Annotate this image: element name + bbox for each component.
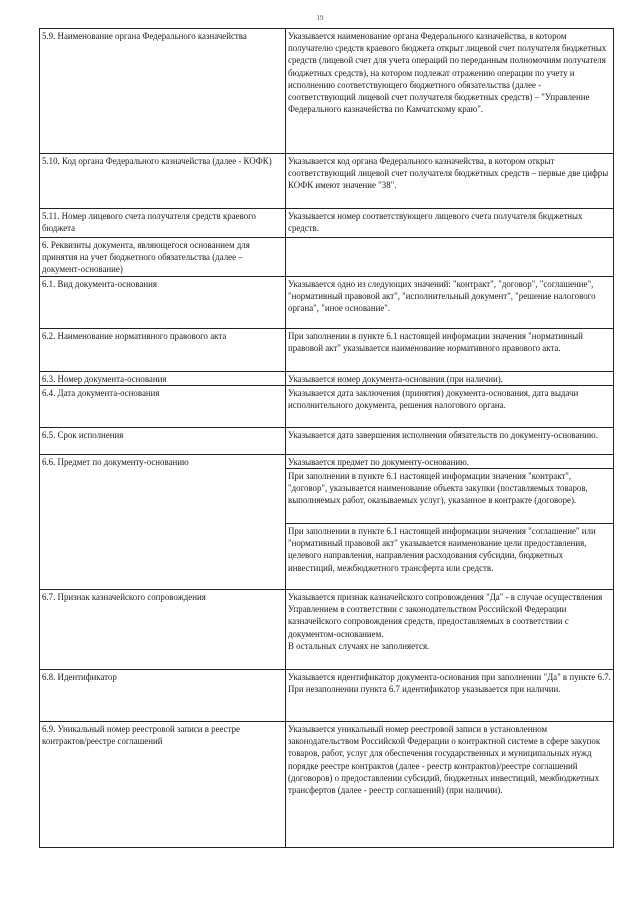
field-name-cell: 5.9. Наименование органа Федерального казначейства xyxy=(40,29,286,154)
field-description-cell: Указывается номер соответствующего лицевого счета получателя бюджетных средств. xyxy=(286,209,614,238)
page-number: 19 xyxy=(316,14,324,22)
field-name-cell: 6.8. Идентификатор xyxy=(40,670,286,722)
field-description-cell: Указывается код органа Федерального казначейства, в котором открыт соответствующий лицевой счет получателя бюджетных средств – первые две цифры КОФК имеют значение "38". xyxy=(286,154,614,209)
field-name-cell: 6.3. Номер документа-основания xyxy=(40,371,286,385)
field-name-cell: 6.7. Признак казначейского сопровождения xyxy=(40,590,286,670)
table-row xyxy=(40,385,614,427)
description-paragraph: В остальных случаях не заполняется. xyxy=(288,640,430,651)
field-name-cell: 5.11. Номер лицевого счета получателя средств краевого бюджета xyxy=(40,209,286,238)
field-description-cell: При заполнении в пункте 6.1 настоящей информации значения "соглашение" или "нормативный правовой акт" указывается наименование цели предоставления, целевого направления, направления расходования субсидии, бюджетных инвестиций, межбюджетного трансферта или средств. xyxy=(286,524,614,590)
field-description-cell xyxy=(286,238,614,277)
field-description-cell: Указывается наименование органа Федерального казначейства, в котором получателю средств краевого бюджета открыт лицевой счет получателя бюджетных средств (лицевой счет для учета операций по переданным полномочиям получателя бюджетных средств), на котором подлежат отражению операции по учету и исполнению соответствующего бюджетного обязательства (далее - соответствующий лицевой счет получателя бюджетных средств) – "Управление Федерального казначейства по Камчатскому краю". xyxy=(286,29,614,154)
table-row xyxy=(40,371,614,385)
table-row xyxy=(40,154,614,209)
instructions-table xyxy=(39,28,614,848)
field-description-cell: При заполнении в пункте 6.1 настоящей информации значения "нормативный правовой акт" указывается наименование нормативного правового акта. xyxy=(286,328,614,371)
table-row xyxy=(40,670,614,722)
description-paragraph: Указывается признак казначейского сопровождения "Да" - в случае осуществления Управлением в соответствии с законодательством Российской Федерации казначейского сопровождения средств, предоставляемых в соответствии с документом-основанием. xyxy=(288,592,603,639)
table-row xyxy=(40,238,614,277)
field-description-cell: При заполнении в пункте 6.1 настоящей информации значения "контракт", "договор", указывается наименование объекта закупки (поставляемых товаров, выполняемых работ, оказываемых услуг), указанное в контракте (договоре). xyxy=(286,469,614,524)
field-name-cell: 6.1. Вид документа-основания xyxy=(40,276,286,328)
field-name-cell: 6.9. Уникальный номер реестровой записи в реестре контрактов/реестре соглашений xyxy=(40,722,286,848)
field-name-cell: 6.4. Дата документа-основания xyxy=(40,385,286,427)
table-row xyxy=(40,328,614,371)
field-description-cell: Указывается уникальный номер реестровой записи в установленном законодательством Российской Федерации о контрактной системе в сфере закупок товаров, работ, услуг для обеспечения государственных и муниципальных нужд порядке реестре контрактов (далее - реестр контрактов)/реестре соглашений (договоров) о предоставлении субсидий, бюджетных инвестиций, межбюджетных трансфертов (далее - реестр соглашений) (при наличии). xyxy=(286,722,614,848)
table-row xyxy=(40,427,614,454)
field-name-cell: 6. Реквизиты документа, являющегося основанием для принятия на учет бюджетного обязательства (далее – документ-основание) xyxy=(40,238,286,277)
field-description-cell: Указывается предмет по документу-основанию. xyxy=(286,454,614,468)
field-description-cell: Указывается одно из следующих значений: "контракт", "договор", "соглашение", "нормативный правовой акт", "исполнительный документ", "решение налогового органа", "иное основание". xyxy=(286,276,614,328)
field-name-cell: 6.5. Срок исполнения xyxy=(40,427,286,454)
table-row xyxy=(40,590,614,670)
field-description-cell xyxy=(286,590,614,670)
field-description-cell xyxy=(286,670,614,722)
field-description-cell: Указывается дата заключения (принятия) документа-основания, дата выдачи исполнительного документа, решения налогового органа. xyxy=(286,385,614,427)
description-paragraph: При незаполнении пункта 6.7 идентификатор указывается при наличии. xyxy=(288,684,561,695)
field-description-cell: Указывается дата завершения исполнения обязательств по документу-основанию. xyxy=(286,427,614,454)
table-row xyxy=(40,276,614,328)
table-row xyxy=(40,209,614,238)
field-name-cell: 6.6. Предмет по документу-основанию xyxy=(40,454,286,589)
field-description-cell: Указывается номер документа-основания (при наличии). xyxy=(286,371,614,385)
description-paragraph: Указывается идентификатор документа-основания при заполнении "Да" в пункте 6.7. xyxy=(288,672,611,683)
table-row xyxy=(40,29,614,154)
field-name-cell: 6.2. Наименование нормативного правового акта xyxy=(40,328,286,371)
table-row xyxy=(40,454,614,468)
table-row xyxy=(40,722,614,848)
field-name-cell: 5.10. Код органа Федерального казначейства (далее - КОФК) xyxy=(40,154,286,209)
